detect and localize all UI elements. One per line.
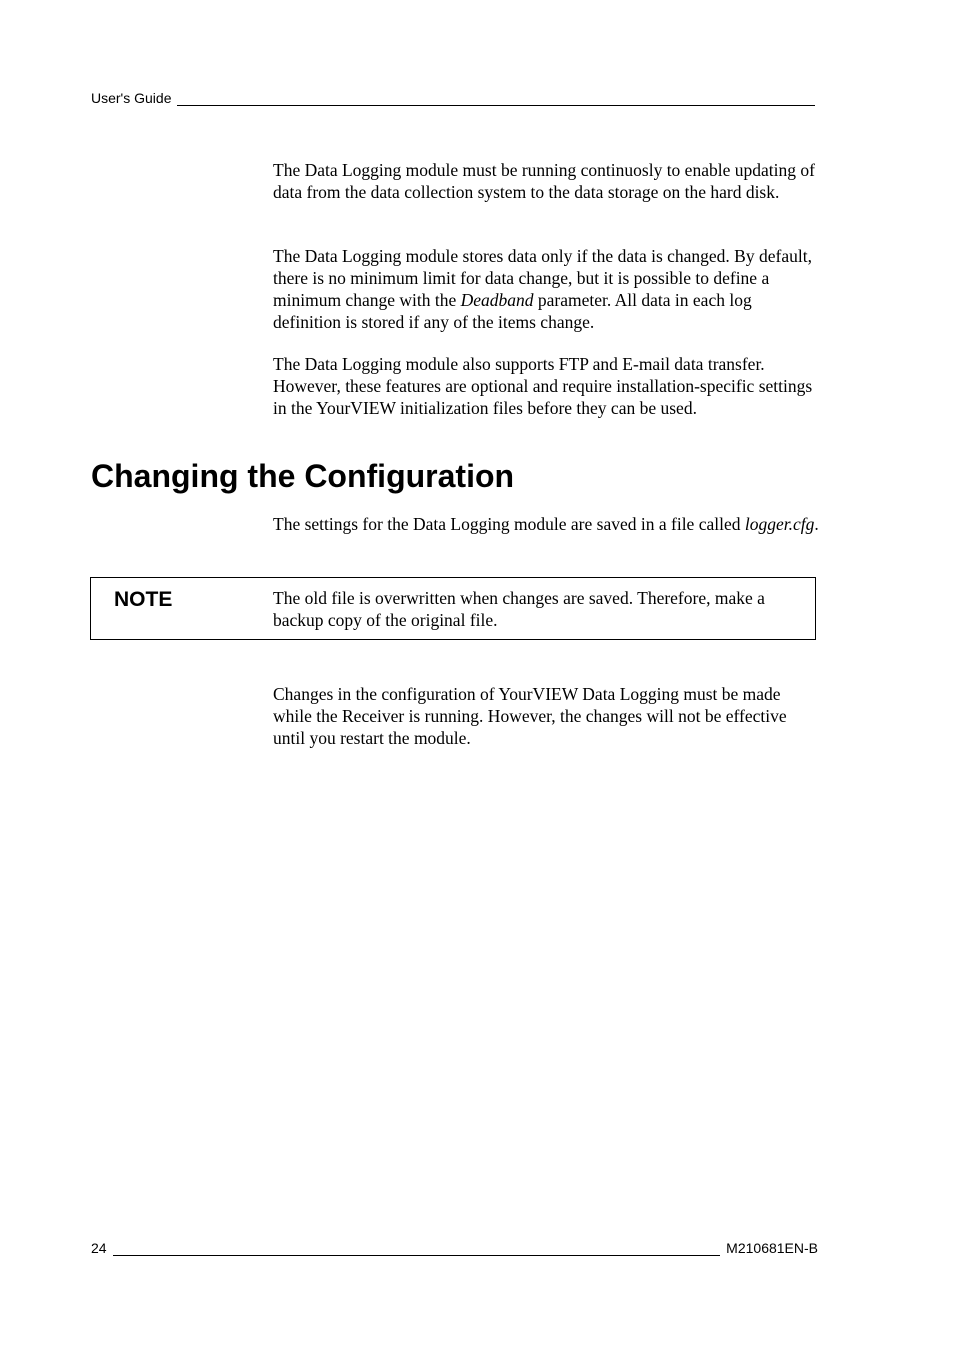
paragraph-settings-file — [273, 513, 821, 535]
footer-rule — [113, 1241, 721, 1256]
paragraph-text: Changes in the configuration of YourVIEW Data Logging must be made while the Receiver is running. However, the changes will not be effective until you restart the module. — [273, 684, 787, 748]
note-label: NOTE — [114, 588, 173, 611]
note-text: The old file is overwritten when changes are saved. Therefore, make a backup copy of the original file. — [273, 588, 765, 630]
paragraph-text: . — [814, 514, 819, 534]
page-footer — [91, 1240, 818, 1256]
paragraph-text: The Data Logging module also supports FTP and E-mail data transfer. However, these features are optional and require installation-specific settings in the YourVIEW initialization files before they can be used. — [273, 354, 813, 418]
paragraph-text: parameter. All data in each log definition is stored if any of the items change. — [273, 290, 752, 332]
paragraph-text: The settings for the Data Logging module are saved in a file called — [273, 514, 745, 534]
paragraph-deadband — [273, 245, 821, 333]
config-filename: logger.cfg — [744, 514, 815, 534]
deadband-term: Deadband — [460, 290, 534, 310]
page-number: 24 — [91, 1240, 107, 1256]
paragraph-text: The Data Logging module must be running continuosly to enable updating of data from the data collection system to the data storage on the hard disk. — [273, 160, 815, 202]
header-title: User's Guide — [91, 90, 172, 106]
paragraph-ftp-email — [273, 353, 821, 419]
doc-code: M210681EN-B — [726, 1240, 818, 1256]
page-header — [91, 90, 815, 106]
note-box — [90, 577, 816, 640]
paragraph-config-changes — [273, 683, 821, 749]
paragraph-text: The Data Logging module stores data only if the data is changed. By default, there is no minimum limit for data change, but it is possible to define a minimum change with the — [273, 246, 812, 310]
header-rule — [177, 91, 815, 106]
section-heading: Changing the Configuration — [91, 458, 515, 494]
paragraph-continuous-running — [273, 159, 821, 203]
